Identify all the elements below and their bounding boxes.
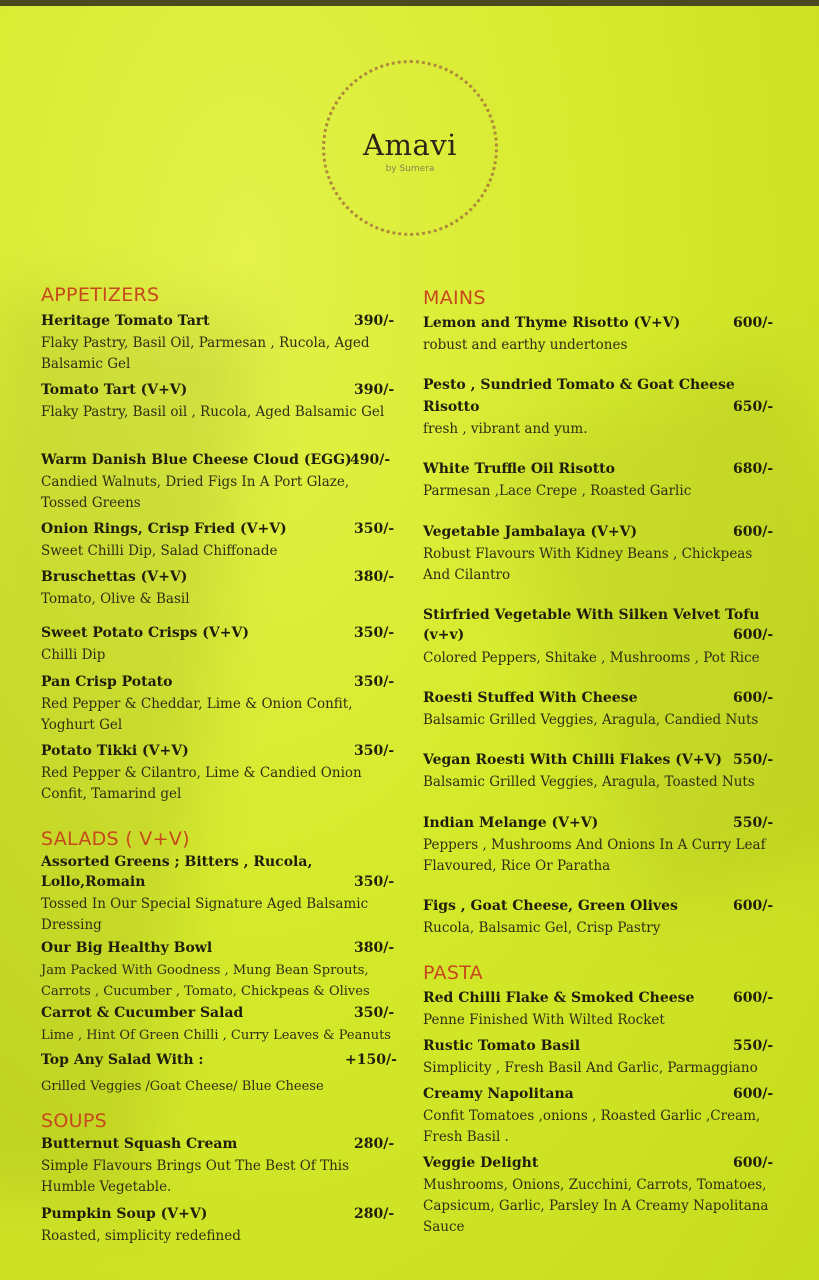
menu-item-price: 600/- (733, 315, 774, 331)
menu-item-name: Rustic Tomato Basil (423, 1038, 581, 1054)
menu-item-price: 380/- (354, 569, 395, 585)
menu-item-price: 280/- (354, 1206, 395, 1222)
logo-seal (322, 60, 498, 236)
menu-item-name: Potato Tikki (V+V) (41, 743, 189, 759)
menu-item-name: White Truffle Oil Risotto (423, 461, 615, 477)
menu-item-name: Assorted Greens ; Bitters , Rucola, (41, 854, 313, 870)
menu-item-name: Heritage Tomato Tart (41, 313, 210, 329)
menu-item-name: Stirfried Vegetable With Silken Velvet Tofu (423, 607, 760, 623)
menu-item-price: 600/- (733, 690, 774, 706)
section-title-salads: SALADS ( V+V) (41, 828, 190, 850)
menu-item-price: 600/- (733, 1086, 774, 1102)
menu-item-price: 600/- (733, 524, 774, 540)
menu-item-name: Tomato Tart (V+V) (41, 382, 188, 398)
section-title-appetizers: APPETIZERS (41, 284, 160, 306)
menu-item-desc: Tomato, Olive & Basil (41, 591, 190, 607)
menu-item-desc: robust and earthy undertones (423, 337, 628, 353)
menu-item-name: Bruschettas (V+V) (41, 569, 188, 585)
logo-subtitle: by Sumera (385, 163, 435, 174)
menu-item-name: Creamy Napolitana (423, 1086, 574, 1102)
menu-item-desc: Red Pepper & Cheddar, Lime & Onion Confit, Yoghurt Gel (41, 696, 353, 733)
menu-item-name: Warm Danish Blue Cheese Cloud (EGG) (41, 452, 352, 468)
menu-item-desc: Roasted, simplicity redefined (41, 1228, 241, 1244)
menu-item-price: 550/- (733, 815, 774, 831)
menu-item-name: Pumpkin Soup (V+V) (41, 1206, 208, 1222)
menu-item-desc: Flaky Pastry, Basil oil , Rucola, Aged Balsamic Gel (41, 404, 385, 420)
menu-item-name: Carrot & Cucumber Salad (41, 1005, 244, 1021)
menu-item-name: Veggie Delight (423, 1155, 539, 1171)
menu-item-desc: Grilled Veggies /Goat Cheese/ Blue Cheese (41, 1079, 324, 1094)
menu-item-price: 650/- (733, 399, 774, 415)
menu-item-price: 350/- (354, 743, 395, 759)
menu-item-name-line2: Risotto (423, 399, 480, 415)
menu-item-price: 350/- (354, 1005, 395, 1021)
menu-item-desc: Tossed In Our Special Signature Aged Balsamic Dressing (41, 896, 369, 933)
menu-item-desc: Chilli Dip (41, 647, 106, 663)
menu-item-desc: Penne Finished With Wilted Rocket (423, 1012, 665, 1028)
menu-item-name: Pesto , Sundried Tomato & Goat Cheese (423, 377, 735, 393)
menu-item-desc: Candied Walnuts, Dried Figs In A Port Glaze, Tossed Greens (41, 474, 350, 511)
menu-item-desc: Flaky Pastry, Basil Oil, Parmesan , Rucola, Aged Balsamic Gel (41, 335, 370, 372)
menu-item-price: +150/- (345, 1052, 397, 1068)
menu-item-name: Indian Melange (V+V) (423, 815, 599, 831)
menu-item-desc: fresh , vibrant and yum. (423, 421, 588, 437)
menu-item-name: Vegan Roesti With Chilli Flakes (V+V) (423, 752, 722, 768)
logo-name: Amavi (363, 127, 457, 162)
menu-item-desc: Jam Packed With Goodness , Mung Bean Sprouts, Carrots , Cucumber , Tomato, Chickpeas & Olives (41, 963, 370, 999)
menu-item-desc: Red Pepper & Cilantro, Lime & Candied Onion Confit, Tamarind gel (41, 765, 362, 802)
menu-item-name-line2: Lollo,Romain (41, 874, 146, 890)
menu-item-desc: Balsamic Grilled Veggies, Aragula, Candied Nuts (423, 712, 759, 728)
menu-item-price: 600/- (733, 1155, 774, 1171)
menu-item-name: Vegetable Jambalaya (V+V) (423, 524, 638, 540)
menu-item-price: 600/- (733, 898, 774, 914)
menu-item-price: 350/- (354, 874, 395, 890)
menu-item-name-line2: (v+v) (423, 627, 465, 643)
menu-item-desc: Confit Tomatoes ,onions , Roasted Garlic ,Cream, Fresh Basil . (423, 1108, 761, 1145)
menu-item-desc: Parmesan ,Lace Crepe , Roasted Garlic (423, 483, 692, 499)
section-title-mains: MAINS (423, 287, 486, 309)
menu-item-name: Figs , Goat Cheese, Green Olives (423, 898, 678, 914)
menu-item-name: Red Chilli Flake & Smoked Cheese (423, 990, 695, 1006)
menu-item-name: Onion Rings, Crisp Fried (V+V) (41, 521, 287, 537)
menu-item-price: 600/- (733, 990, 774, 1006)
menu-item-price: 600/- (733, 627, 774, 643)
menu-item-price: 350/- (354, 521, 395, 537)
menu-item-price: 550/- (733, 1038, 774, 1054)
menu-item-price: 390/- (354, 382, 395, 398)
menu-item-name: Roesti Stuffed With Cheese (423, 690, 638, 706)
menu-item-desc: Rucola, Balsamic Gel, Crisp Pastry (423, 920, 661, 936)
menu-item-name: Our Big Healthy Bowl (41, 940, 213, 956)
menu-item-price: 350/- (354, 625, 395, 641)
menu-item-price: 280/- (354, 1136, 395, 1152)
menu-item-desc: Peppers , Mushrooms And Onions In A Curry Leaf Flavoured, Rice Or Paratha (423, 837, 766, 874)
section-title-soups: SOUPS (41, 1110, 107, 1132)
menu-item-name: Butternut Squash Cream (41, 1136, 238, 1152)
menu-item-desc: Mushrooms, Onions, Zucchini, Carrots, Tomatoes, Capsicum, Garlic, Parsley In A Creamy Napolitana Sauce (423, 1177, 769, 1235)
section-title-pasta: PASTA (423, 962, 483, 984)
menu-item-price: 380/- (354, 940, 395, 956)
menu-item-name: Pan Crisp Potato (41, 674, 173, 690)
menu-item-desc: Sweet Chilli Dip, Salad Chiffonade (41, 543, 278, 559)
menu-item-desc: Lime , Hint Of Green Chilli , Curry Leaves & Peanuts (41, 1028, 391, 1043)
menu-item-price: 350/- (354, 674, 395, 690)
menu-item-desc: Robust Flavours With Kidney Beans , Chickpeas And Cilantro (423, 546, 753, 583)
menu-item-desc: Colored Peppers, Shitake , Mushrooms , Pot Rice (423, 650, 760, 666)
menu-item-price: 680/- (733, 461, 774, 477)
menu-item-name: Top Any Salad With : (41, 1052, 204, 1068)
menu-item-desc: Balsamic Grilled Veggies, Aragula, Toasted Nuts (423, 774, 755, 790)
menu-item-name: Lemon and Thyme Risotto (V+V) (423, 315, 681, 331)
menu-item-desc: Simplicity , Fresh Basil And Garlic, Parmaggiano (423, 1060, 758, 1076)
menu-item-price: 550/- (733, 752, 774, 768)
menu-item-name: Sweet Potato Crisps (V+V) (41, 625, 249, 641)
top-edge-shadow (0, 0, 819, 6)
menu-item-price: 490/- (350, 452, 391, 468)
menu-item-price: 390/- (354, 313, 395, 329)
menu-item-desc: Simple Flavours Brings Out The Best Of This Humble Vegetable. (41, 1158, 350, 1195)
